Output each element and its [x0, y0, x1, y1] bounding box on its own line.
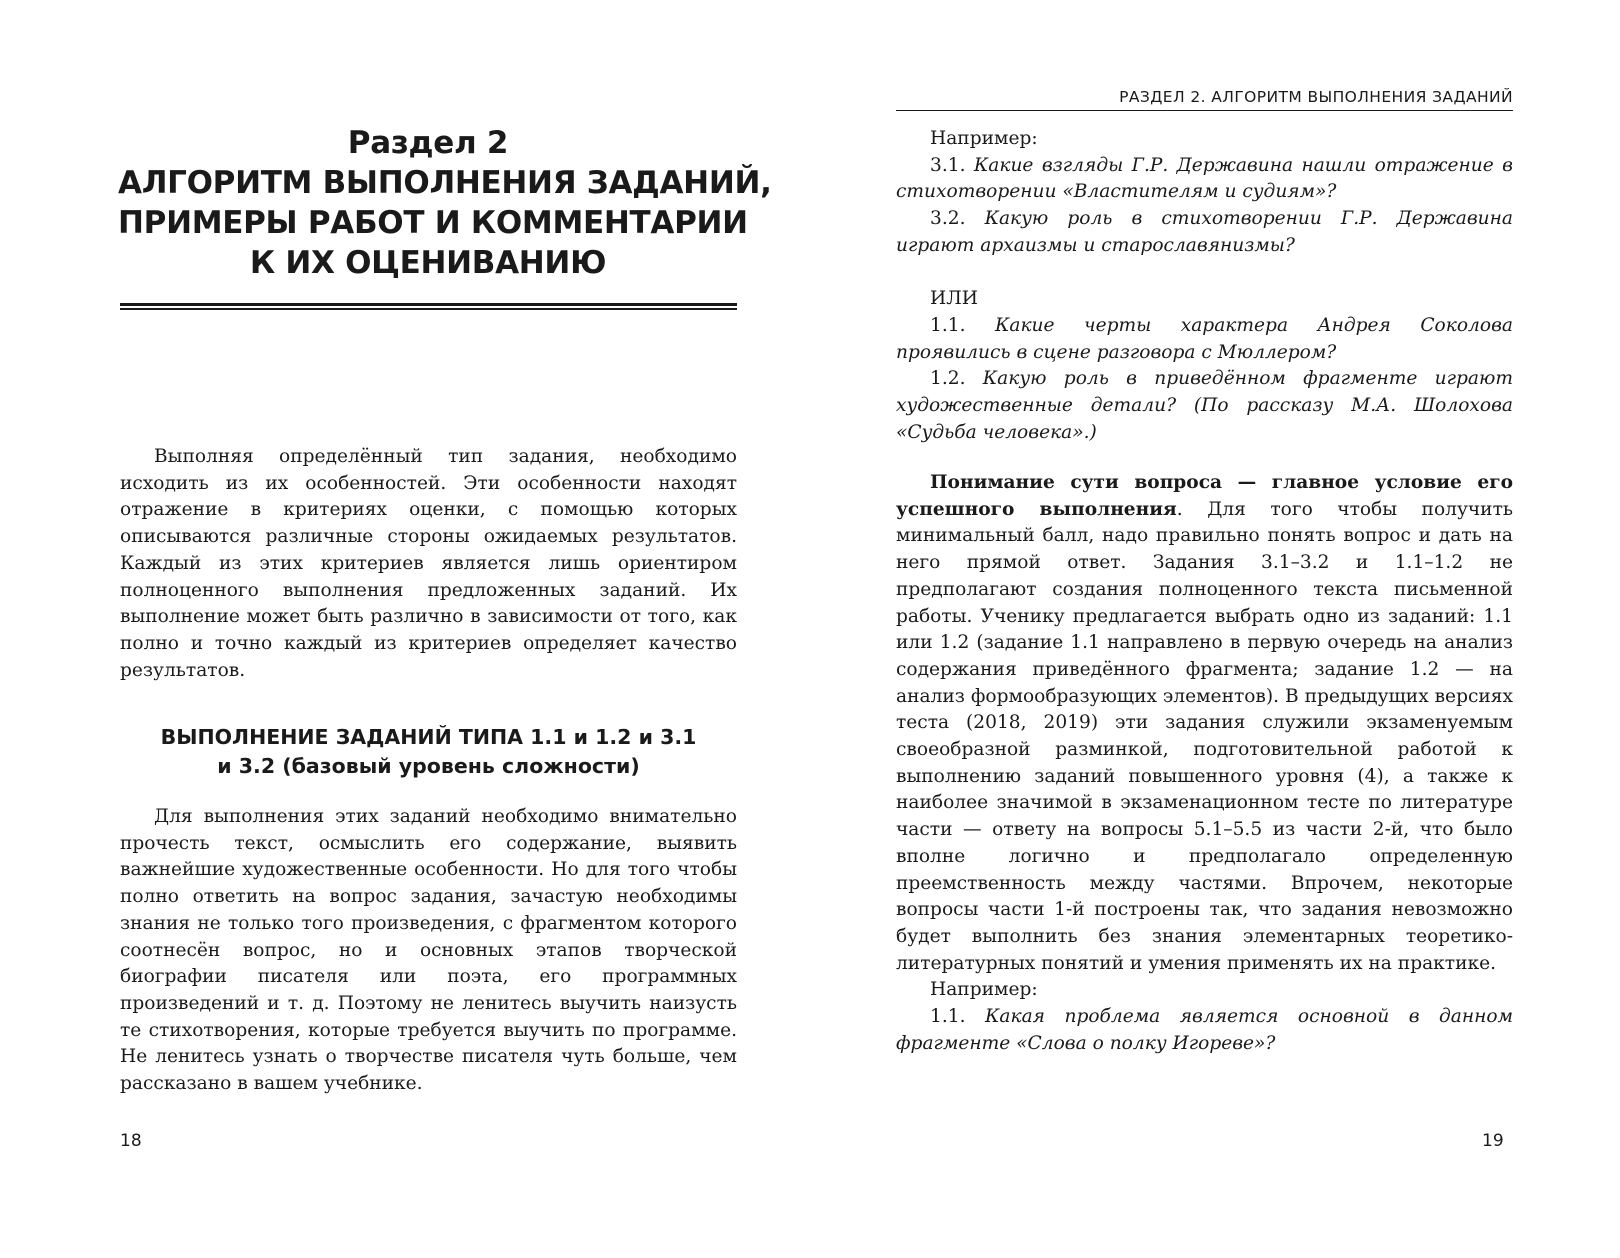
- subheading: [120, 723, 737, 781]
- example-number: 1.2.: [930, 368, 966, 390]
- right-page: [810, 0, 1620, 1258]
- method-paragraph: Для выполнения этих заданий необходимо внимательно прочесть текст, осмыслить его содержание, выявить важнейшие художественные особенности. Но для того чтобы полно ответить на вопрос задания, зачастую необходимы знания не только того произведения, с фрагментом которого соотнесён вопрос, но и основных этапов творческой биографии писателя или поэта, его программных произведений и т. д. Поэтому не ленитесь выучить наизусть те стихотворения, которые требуется выучить по программе. Не ленитесь узнать о творчестве писателя чуть больше, чем рассказано в вашем учебнике.: [120, 806, 737, 1095]
- main-paragraph: [896, 470, 1513, 977]
- page-number: 19: [1482, 1131, 1504, 1151]
- example-question: Какие черты характера Андрея Соколова проявились в сцене разговора с Мюллером?: [896, 314, 1513, 363]
- title-double-rule: [120, 303, 737, 310]
- examples-block-1: [896, 126, 1513, 446]
- example-number: 1.1.: [930, 314, 966, 336]
- example-question: Какую роль в приведённом фрагменте играют художественные детали? (По рассказу М.А. Шолохова «Судьба человека».): [896, 368, 1513, 443]
- example-item: [896, 153, 1513, 206]
- section-title-line: К ИХ ОЦЕНИВАНИЮ: [249, 245, 607, 281]
- page-number: 18: [120, 1131, 142, 1151]
- example-question: Какая проблема является основной в данном фрагменте «Слова о полку Игореве»?: [896, 1006, 1513, 1054]
- example-label: Например:: [930, 979, 1038, 1001]
- example-number: 3.2.: [930, 208, 966, 230]
- subheading-line: и 3.2 (базовый уровень сложности): [217, 754, 640, 778]
- main-key-statement: Понимание сути вопроса — главное условие его успешного выполнения: [896, 472, 1513, 520]
- example-question: Какую роль в стихотворении Г.Р. Державина играют архаизмы и старославянизмы?: [896, 208, 1513, 256]
- example-label: Например:: [930, 128, 1038, 149]
- example-item: [896, 313, 1513, 366]
- main-paragraph-text: . Для того чтобы получить минимальный балл, надо правильно понять вопрос и дать на него прямой ответ. Задания 3.1–3.2 и 1.1–1.2 не предполагают создания полноценного текста письменной работы. Ученику предлагается выбрать одно из заданий: 1.1 или 1.2 (задание 1.1 направлено в первую очередь на анализ содержания приведённого фрагмента; задание 1.2 — на анализ формообразующих элементов). В предыдущих версиях теста (2018, 2019) эти задания служили экзаменуемым своеобразной разминкой, подготовительной работой к выполнению заданий повышенного уровня (4), а также к наиболее значимой в экзаменационном тесте по литературе части — ответу на вопросы 5.1–5.5 из части 2-й, что было вполне логично и предполагало определенную преемственность между частями. Впрочем, некоторые вопросы части 1-й построены так, что задания невозможно будет выполнить без знания элементарных теоретико-литературных понятий и умения применять их на практике.: [896, 498, 1513, 974]
- intro-paragraph: Выполняя определённый тип задания, необходимо исходить из их особенностей. Эти особенности находят отражение в критериях оценки, с помощью которых описываются различные стороны ожидаемых результатов. Каждый из этих критериев является лишь ориентиром полноценного выполнения предложенных заданий. Их выполнение может быть различно в зависимости от того, как полно и точно каждый из критериев определяет качество результатов.: [120, 446, 737, 681]
- example-question: Какие взгляды Г.Р. Державина нашли отражение в стихотворении «Властителям и судиям»?: [896, 154, 1513, 203]
- running-head: РАЗДЕЛ 2. АЛГОРИТМ ВЫПОЛНЕНИЯ ЗАДАНИЙ: [1119, 88, 1513, 106]
- example-item: [896, 1004, 1513, 1057]
- section-title-line: АЛГОРИТМ ВЫПОЛНЕНИЯ ЗАДАНИЙ,: [118, 165, 772, 201]
- section-title-line: Раздел 2: [347, 125, 509, 161]
- section-title-line: ПРИМЕРЫ РАБОТ И КОММЕНТАРИИ: [118, 205, 748, 241]
- example-number: 3.1.: [930, 154, 966, 176]
- example-number: 1.1.: [930, 1006, 966, 1028]
- example-item: [896, 366, 1513, 446]
- or-label: ИЛИ: [930, 288, 978, 310]
- main-block: [896, 470, 1513, 1057]
- running-head-rule: [896, 110, 1513, 111]
- subheading-line: ВЫПОЛНЕНИЕ ЗАДАНИЙ ТИПА 1.1 и 1.2 и 3.1: [160, 725, 697, 749]
- example-item: [896, 206, 1513, 259]
- section-title: [118, 123, 772, 283]
